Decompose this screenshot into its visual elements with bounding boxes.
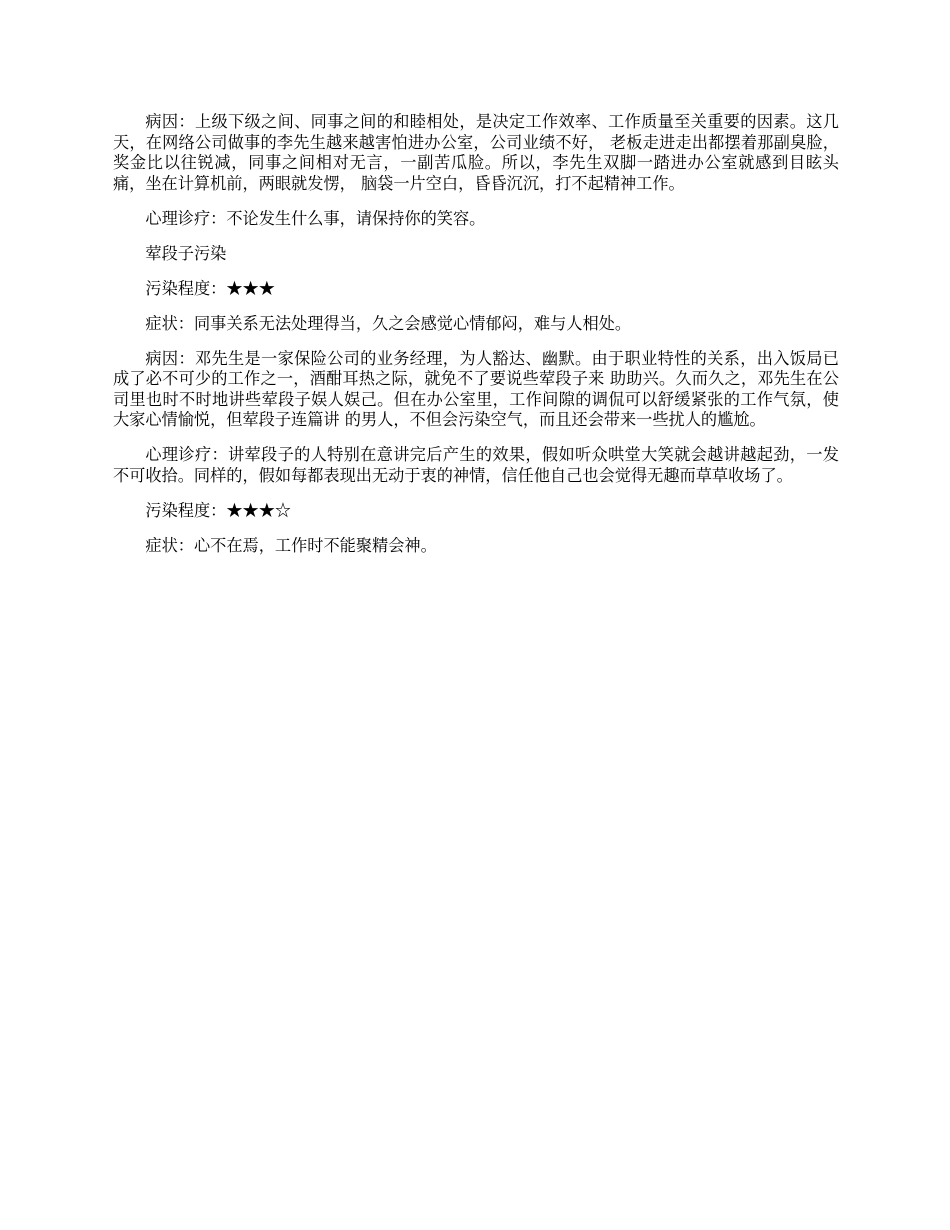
paragraph-cause-dirty-jokes: 病因：邓先生是一家保险公司的业务经理，为人豁达、幽默。由于职业特性的关系，出入饭局已成了必不可少的工作之一，酒酣耳热之际，就免不了要说些荤段子来 助助兴。久而久之，邓先生在公司里也时不时地讲些荤段子娱人娱己。但在办公室里，工作间隙的调侃可以舒缓紧张的工作气氛，使大家心情愉悦，但荤段子连篇讲 的男人，不但会污染空气，而且还会带来一些扰人的尴尬。 [113,348,839,430]
paragraph-therapy-smile: 心理诊疗：不论发生什么事，请保持你的笑容。 [145,208,486,228]
paragraph-therapy-dirty-jokes: 心理诊疗：讲荤段子的人特别在意讲完后产生的效果，假如听众哄堂大笑就会越讲越起劲，一发不可收拾。同样的，假如每都表现出无动于衷的神情，信任他自己也会觉得无趣而草草收场了。 [113,445,839,486]
section-heading-dirty-jokes: 荤段子污染 [145,243,227,263]
paragraph-symptom-relations: 症状：同事关系无法处理得当，久之会感觉心情郁闷，难与人相处。 [145,313,632,333]
paragraph-pollution-level-2: 污染程度：★★★☆ [145,501,292,521]
paragraph-symptom-absent-minded: 症状：心不在焉，工作时不能聚精会神。 [145,536,437,556]
paragraph-pollution-level: 污染程度：★★★ [145,278,275,298]
document-page [113,112,839,571]
paragraph-cause-office-atmosphere: 病因：上级下级之间、同事之间的和睦相处，是决定工作效率、工作质量至关重要的因素。这几天，在网络公司做事的李先生越来越害怕进办公室，公司业绩不好， 老板走进走出都摆着那副臭脸，奖金比以往锐减，同事之间相对无言，一副苦瓜脸。所以，李先生双脚一踏进办公室就感到目眩头痛，坐在计算机前，两眼就发愣， 脑袋一片空白，昏昏沉沉，打不起精神工作。 [113,112,839,193]
